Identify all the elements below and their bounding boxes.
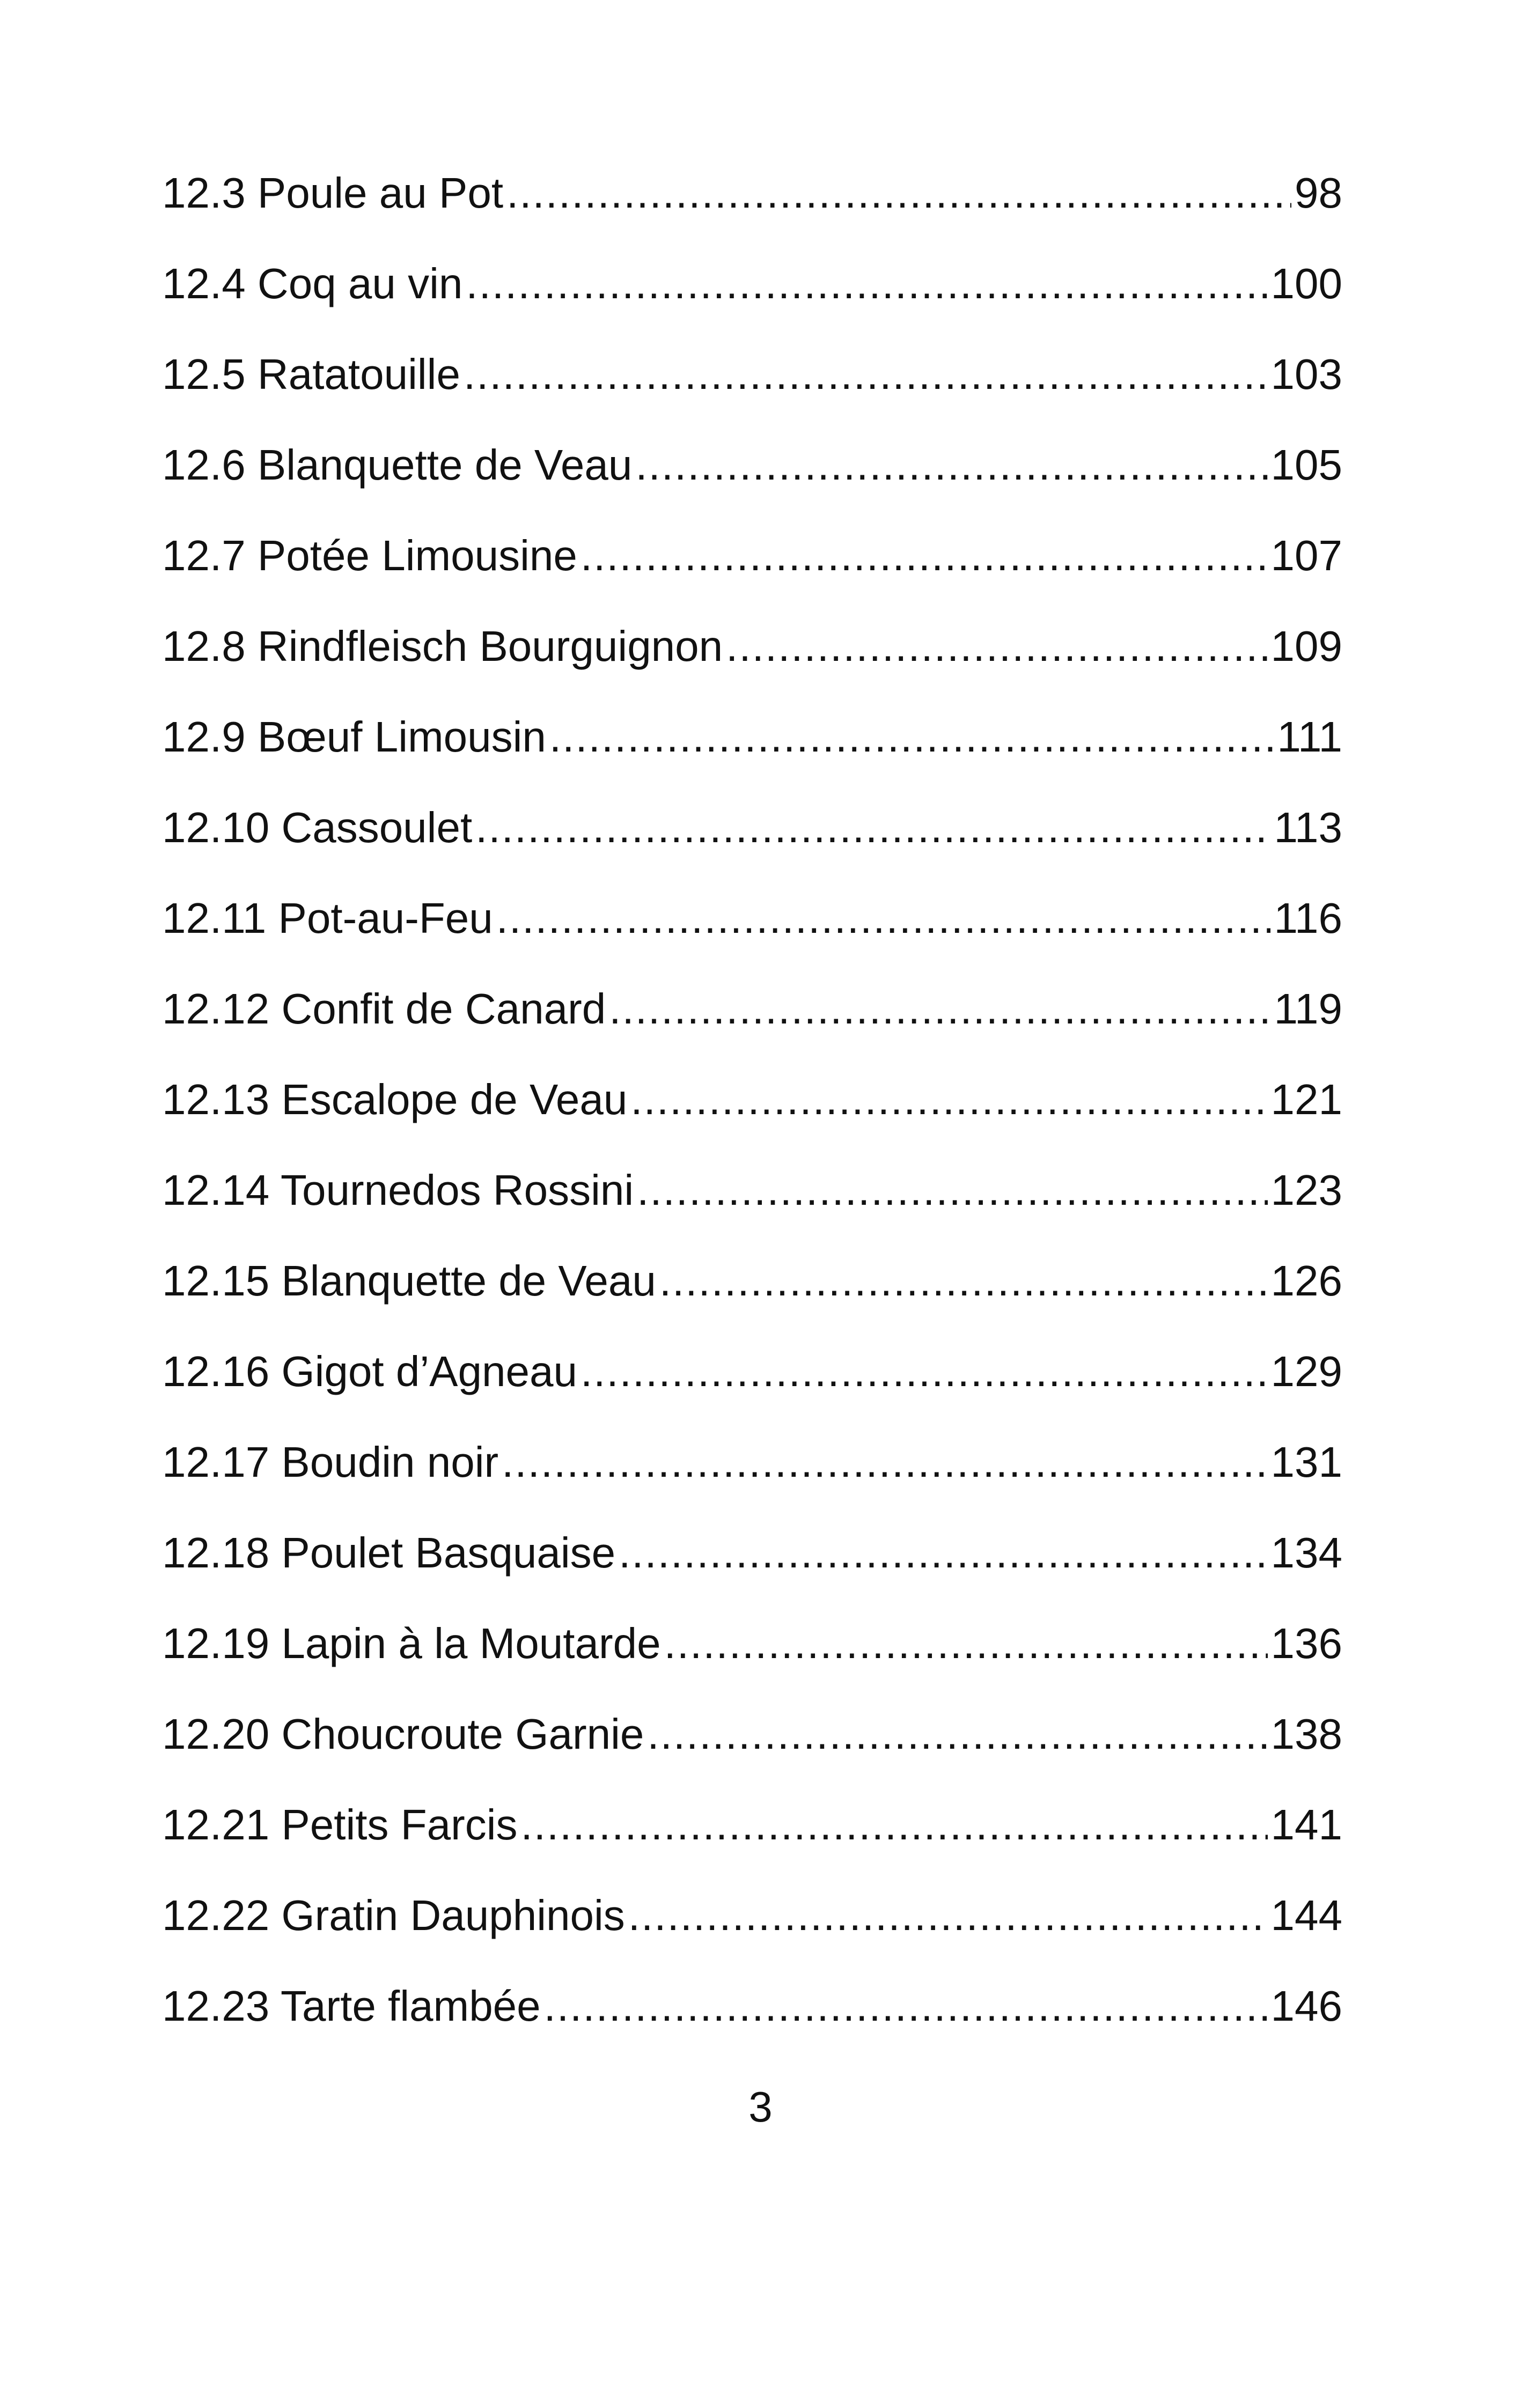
toc-entry[interactable] [162, 1247, 1342, 1338]
toc-dot-leader [628, 1882, 1268, 1949]
toc-entry-page: 141 [1270, 1801, 1342, 1849]
toc-entry[interactable] [162, 250, 1342, 341]
toc-entry-page: 98 [1295, 169, 1342, 217]
toc-entry[interactable] [162, 1338, 1342, 1428]
toc-entry-title: 12.17 Boudin noir [162, 1438, 499, 1486]
toc-entry-page: 100 [1270, 260, 1342, 307]
toc-dot-leader [635, 431, 1267, 499]
toc-entry-title: 12.16 Gigot d’Agneau [162, 1347, 577, 1395]
page-number: 3 [748, 2083, 773, 2131]
toc-entry-page: 119 [1274, 985, 1342, 1033]
toc-dot-leader [549, 703, 1274, 771]
toc-entry[interactable] [162, 1066, 1342, 1157]
toc-entry-page: 121 [1270, 1076, 1342, 1123]
toc-dot-leader [619, 1519, 1267, 1587]
toc-entry-title: 12.13 Escalope de Veau [162, 1076, 628, 1123]
toc-dot-leader [647, 1700, 1267, 1768]
toc-entry-title: 12.23 Tarte flambée [162, 1982, 541, 2030]
toc-entry-title: 12.11 Pot-au-Feu [162, 894, 493, 942]
toc-dot-leader [475, 794, 1270, 861]
toc-dot-leader [506, 159, 1291, 227]
toc-entry[interactable] [162, 1972, 1342, 2063]
toc-entry-title: 12.5 Ratatouille [162, 350, 460, 398]
toc-entry[interactable] [162, 613, 1342, 703]
toc-entry-page: 131 [1270, 1438, 1342, 1486]
toc-entry-page: 126 [1270, 1257, 1342, 1305]
toc-entry[interactable] [162, 1610, 1342, 1700]
toc-entry-title: 12.15 Blanquette de Veau [162, 1257, 656, 1305]
toc-dot-leader [496, 885, 1271, 952]
toc-entry-page: 111 [1277, 713, 1342, 761]
toc-dot-leader [544, 1972, 1268, 2040]
toc-entry-title: 12.10 Cassoulet [162, 804, 473, 851]
toc-entry[interactable] [162, 341, 1342, 431]
toc-entry-page: 113 [1274, 804, 1342, 851]
toc-entry-page: 138 [1270, 1710, 1342, 1758]
toc-dot-leader [581, 522, 1268, 590]
toc-entry-page: 116 [1274, 894, 1342, 942]
toc-entry[interactable] [162, 522, 1342, 613]
toc-dot-leader [464, 341, 1268, 408]
toc-entry[interactable] [162, 431, 1342, 522]
toc-entry[interactable] [162, 794, 1342, 885]
toc-entry-title: 12.7 Potée Limousine [162, 532, 577, 579]
toc-entry[interactable] [162, 1519, 1342, 1610]
toc-entry[interactable] [162, 975, 1342, 1066]
toc-entry[interactable] [162, 1700, 1342, 1791]
toc-entry-title: 12.9 Bœuf Limousin [162, 713, 546, 761]
toc-entry-title: 12.21 Petits Farcis [162, 1801, 518, 1849]
toc-entry-title: 12.18 Poulet Basquaise [162, 1529, 616, 1577]
toc-entry-page: 105 [1270, 441, 1342, 489]
toc-entry-title: 12.14 Tournedos Rossini [162, 1166, 634, 1214]
toc-entry-title: 12.3 Poule au Pot [162, 169, 504, 217]
toc-entry-page: 103 [1270, 350, 1342, 398]
toc-entry[interactable] [162, 1157, 1342, 1247]
toc-dot-leader [466, 250, 1267, 318]
toc-dot-leader [521, 1791, 1268, 1859]
toc-entry-page: 107 [1270, 532, 1342, 579]
toc-entry-page: 123 [1270, 1166, 1342, 1214]
toc-entry[interactable] [162, 703, 1342, 794]
toc-entry-page: 109 [1270, 622, 1342, 670]
toc-entry[interactable] [162, 1791, 1342, 1882]
toc-entry-page: 134 [1270, 1529, 1342, 1577]
toc-entry-title: 12.20 Choucroute Garnie [162, 1710, 644, 1758]
toc-dot-leader [581, 1338, 1268, 1405]
toc-dot-leader [659, 1247, 1268, 1315]
toc-entry-title: 12.19 Lapin à la Moutarde [162, 1619, 661, 1667]
toc-entry-title: 12.8 Rindfleisch Bourguignon [162, 622, 723, 670]
toc-entry[interactable] [162, 1428, 1342, 1519]
toc-entry-page: 136 [1270, 1619, 1342, 1667]
toc-entry-page: 144 [1270, 1891, 1342, 1939]
toc-entry-title: 12.4 Coq au vin [162, 260, 463, 307]
toc-entry-title: 12.22 Gratin Dauphinois [162, 1891, 625, 1939]
toc-entry-title: 12.6 Blanquette de Veau [162, 441, 633, 489]
toc-entry-page: 129 [1270, 1347, 1342, 1395]
toc-dot-leader [630, 1066, 1267, 1133]
toc-entry[interactable] [162, 1882, 1342, 1972]
toc-dot-leader [502, 1428, 1267, 1496]
table-of-contents [162, 159, 1342, 2063]
toc-entry[interactable] [162, 159, 1342, 250]
toc-entry-title: 12.12 Confit de Canard [162, 985, 606, 1033]
toc-dot-leader [637, 1157, 1267, 1224]
toc-entry[interactable] [162, 885, 1342, 975]
toc-entry-page: 146 [1270, 1982, 1342, 2030]
toc-dot-leader [609, 975, 1270, 1043]
toc-dot-leader [664, 1610, 1268, 1677]
toc-dot-leader [726, 613, 1267, 680]
